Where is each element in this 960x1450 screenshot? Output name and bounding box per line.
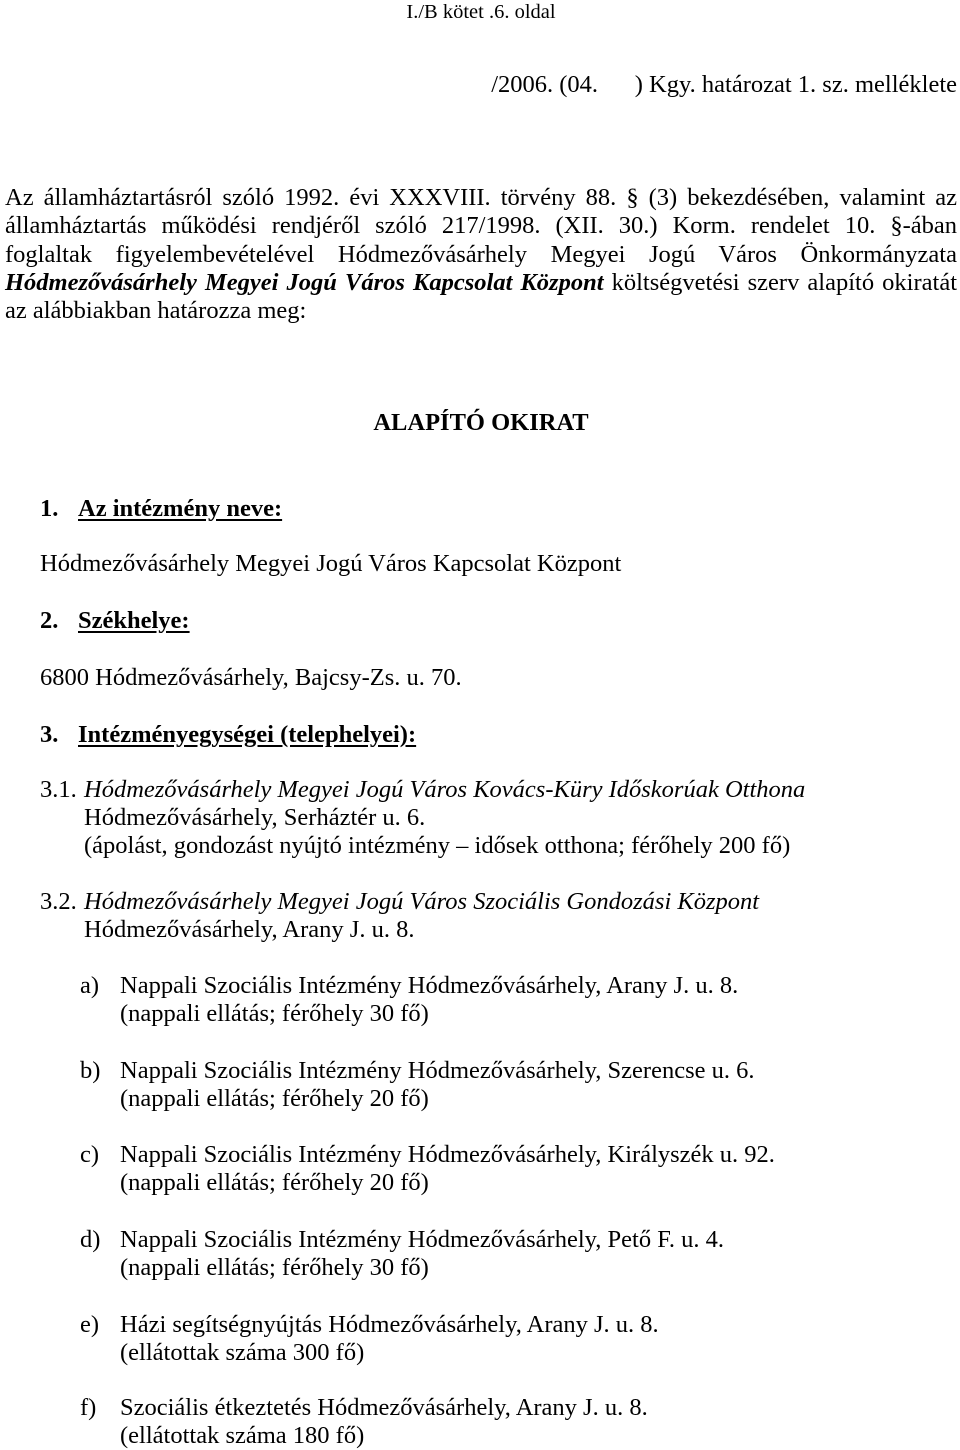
- subunit-note: (ellátottak száma 180 fő): [120, 1422, 365, 1449]
- unit-address: Hódmezővásárhely, Arany J. u. 8.: [84, 916, 415, 943]
- unit-title-row: [40, 776, 805, 804]
- section-body: 6800 Hódmezővásárhely, Bajcsy-Zs. u. 70.: [40, 664, 462, 691]
- unit-block: [40, 776, 805, 860]
- unit-number: 3.1.: [40, 776, 77, 803]
- preamble-line: Az államháztartásról szóló 1992. évi XXXVIII. törvény 88. § (3) bekezdésében, valamint az: [5, 184, 957, 211]
- subunit-item: [80, 1394, 648, 1450]
- section-number: 1.: [40, 495, 59, 522]
- subunit-letter: b): [80, 1057, 101, 1084]
- subunit-letter: f): [80, 1394, 97, 1421]
- section-body: Hódmezővásárhely Megyei Jogú Város Kapcsolat Központ: [40, 550, 622, 577]
- subunit-letter: d): [80, 1226, 101, 1253]
- subunit-letter: c): [80, 1141, 100, 1168]
- preamble-line-rest: költségvetési szerv alapító okiratát: [611, 268, 958, 296]
- subunit-letter: e): [80, 1311, 100, 1338]
- subunit-item: [80, 972, 738, 1028]
- unit-note: (ápolást, gondozást nyújtó intézmény – idősek otthona; férőhely 200 fő): [84, 832, 791, 859]
- preamble: [5, 184, 957, 325]
- preamble-line: [5, 269, 957, 297]
- subunit-item: [80, 1057, 755, 1113]
- unit-number: 3.2.: [40, 888, 77, 915]
- subunit-note: (nappali ellátás; férőhely 20 fő): [120, 1169, 429, 1196]
- subunit-item: [80, 1141, 775, 1197]
- subunit-note: (nappali ellátás; férőhely 30 fő): [120, 1000, 429, 1027]
- section-heading: Intézményegységei (telephelyei):: [78, 721, 417, 748]
- subunit-item: [80, 1226, 724, 1282]
- section-heading-row: [40, 607, 190, 635]
- preamble-institution-name: Hódmezővásárhely Megyei Jogú Város Kapcsolat Központ: [5, 268, 604, 296]
- section-heading: Az intézmény neve:: [78, 495, 283, 522]
- section-heading: Székhelye:: [78, 607, 190, 634]
- section-heading-row: [40, 495, 282, 523]
- subunit-name: Nappali Szociális Intézmény Hódmezővásárhely, Pető F. u. 4.: [120, 1226, 725, 1253]
- subunit-name: Házi segítségnyújtás Hódmezővásárhely, Arany J. u. 8.: [120, 1311, 659, 1338]
- unit-block: [40, 888, 759, 944]
- section-number: 3.: [40, 721, 59, 748]
- subunit-name: Nappali Szociális Intézmény Hódmezővásárhely, Arany J. u. 8.: [120, 972, 739, 999]
- subunit-note: (ellátottak száma 300 fő): [120, 1339, 365, 1366]
- preamble-line: államháztartás működési rendjéről szóló 217/1998. (XII. 30.) Korm. rendelet 10. §-ában: [5, 212, 957, 240]
- subunit-item: [80, 1311, 659, 1367]
- section-number: 2.: [40, 607, 59, 634]
- subunit-name: Szociális étkeztetés Hódmezővásárhely, Arany J. u. 8.: [120, 1394, 648, 1421]
- section-heading-row: [40, 721, 416, 749]
- unit-name: Hódmezővásárhely Megyei Jogú Város Kovács-Küry Időskorúak Otthona: [84, 776, 806, 803]
- preamble-line: az alábbiakban határozza meg:: [5, 297, 307, 324]
- preamble-line: foglaltak figyelembevételével Hódmezővásárhely Megyei Jogú Város Önkormányzata: [5, 240, 957, 268]
- subunit-name: Nappali Szociális Intézmény Hódmezővásárhely, Szerencse u. 6.: [120, 1057, 755, 1084]
- unit-name: Hódmezővásárhely Megyei Jogú Város Szociális Gondozási Központ: [84, 888, 760, 915]
- unit-title-row: [40, 888, 759, 916]
- page-reference: I./B kötet .6. oldal: [406, 1, 556, 23]
- annex-reference: /2006. (04. ) Kgy. határozat 1. sz. melléklete: [491, 71, 957, 98]
- unit-address: Hódmezővásárhely, Serháztér u. 6.: [84, 804, 426, 831]
- subunit-name: Nappali Szociális Intézmény Hódmezővásárhely, Királyszék u. 92.: [120, 1141, 775, 1168]
- subunit-note: (nappali ellátás; férőhely 20 fő): [120, 1085, 429, 1112]
- subunit-note: (nappali ellátás; férőhely 30 fő): [120, 1254, 429, 1281]
- document-title: ALAPÍTÓ OKIRAT: [373, 409, 589, 436]
- subunit-letter: a): [80, 972, 100, 999]
